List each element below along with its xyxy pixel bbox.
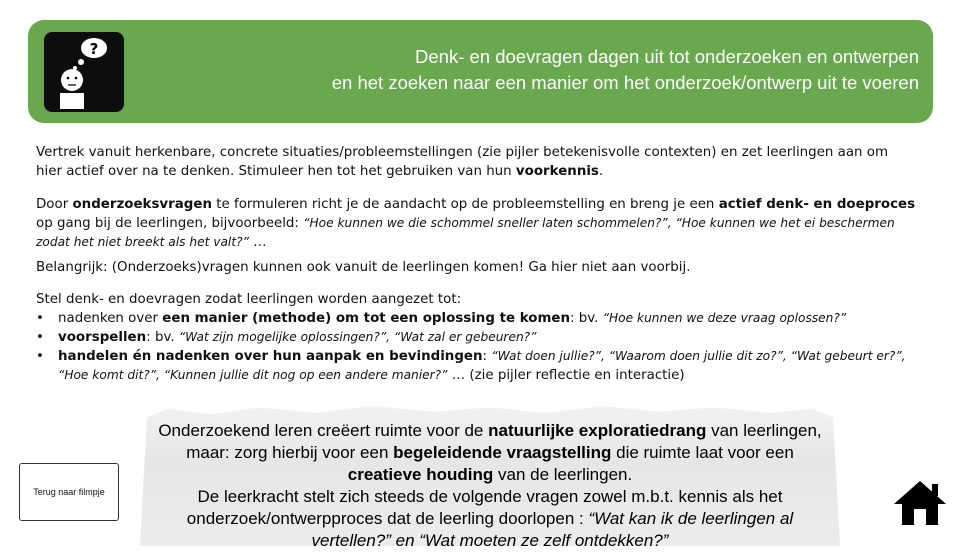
b3-bold: handelen én nadenken over hun aanpak en bevindingen — [58, 349, 483, 364]
b3-end: … (zie pijler reflectie en interactie) — [447, 368, 685, 383]
p4-intro: Stel denk- en doevragen zodat leerlingen worden aangezet tot: — [36, 292, 462, 307]
b1-c: : bv. — [570, 311, 603, 326]
b2-c: : bv. — [146, 330, 179, 345]
paragraph-stel-vragen — [36, 290, 916, 385]
header-banner — [28, 20, 933, 123]
banner-text — [150, 420, 830, 552]
b2-bold: voorspellen — [58, 330, 147, 345]
paragraph-belangrijk: Belangrijk: (Onderzoeks)vragen kunnen ook vanuit de leerlingen komen! Ga hier niet aan voorbij. — [36, 260, 691, 275]
banner-c: van leerlingen, maar: zorg hierbij voor een — [186, 421, 822, 462]
p2-c: te formuleren richt je de aandacht op de probleemstelling en breng je een — [212, 197, 719, 212]
banner-a: Onderzoekend leren creëert ruimte voor de — [158, 421, 489, 440]
p2-e: op gang bij de leerlingen, bijvoorbeeld: — [36, 216, 304, 231]
p1-text: Vertrek vanuit herkenbare, concrete situaties/probleemstellingen (zie pijler betekenisvolle contexten) en zet leerlingen aan om hier actief over na te denken. Stimuleer hen tot het gebruiken van hun — [36, 145, 889, 179]
banner-e: die ruimte laat voor een — [611, 443, 794, 462]
p2-bold-actief: actief denk- en doeproces — [718, 197, 916, 212]
paragraph-context — [36, 143, 916, 181]
p1-end: . — [598, 164, 604, 179]
p2-a: Door — [36, 197, 73, 212]
list-item — [36, 328, 916, 347]
home-icon — [892, 478, 948, 528]
b3-c: : — [482, 349, 492, 364]
banner-bold-3: creatieve houding — [347, 465, 494, 484]
p2-g: … — [248, 235, 267, 250]
b1-example: “Hoe kunnen we deze vraag oplossen?” — [602, 311, 847, 325]
b3-example: “Wat doen jullie?”, “Waarom doen jullie dit zo?”, “Wat gebeurt er?”, “Hoe komt dit?”, “Kunnen jullie dit nog op een andere manier?” — [58, 349, 906, 382]
banner-italic: “Wat kan ik de leerlingen al vertellen?” en “Wat moeten ze zelf ontdekken?” — [311, 509, 794, 550]
thinking-person-icon — [44, 32, 124, 112]
b2-example: “Wat zijn mogelijke oplossingen?”, “Wat zal er gebeuren?” — [178, 330, 537, 344]
page-title — [159, 44, 919, 96]
banner-bold-1: natuurlijke exploratiedrang — [488, 421, 707, 440]
title-line-2: en het zoeken naar een manier om het onderzoek/ontwerp uit te voeren — [331, 72, 919, 93]
back-to-video-button[interactable] — [19, 463, 119, 521]
banner-g: van de leerlingen. — [493, 465, 633, 484]
p1-bold: voorkennis — [515, 164, 599, 179]
list-item — [36, 347, 916, 385]
question-mark: ? — [89, 40, 99, 58]
b1-a: nadenken over — [58, 311, 163, 326]
b1-bold: een manier (methode) om tot een oplossing te komen — [162, 311, 571, 326]
paragraph-onderzoeksvragen — [36, 195, 916, 252]
p2-bold-onderzoeksvragen: onderzoeksvragen — [72, 197, 212, 212]
banner-bold-2: begeleidende vraagstelling — [393, 443, 612, 462]
p2-example: “Hoe kunnen we die schommel sneller laten schommelen?”, “Hoe kunnen we het ei beschermen zodat het niet breekt als het valt?” — [36, 216, 895, 249]
banner-h: De leerkracht stelt zich steeds de volgende vragen zowel m.b.t. kennis als het onderzoek/ontwerpproces dat de leerling doorlopen : — [186, 487, 783, 528]
home-button[interactable] — [892, 478, 948, 528]
title-line-1: Denk- en doevragen dagen uit tot onderzoeken en ontwerpen — [415, 46, 919, 67]
bullet-list — [36, 309, 916, 385]
list-item — [36, 309, 916, 328]
back-button-label: Terug naar filmpje — [33, 487, 105, 497]
